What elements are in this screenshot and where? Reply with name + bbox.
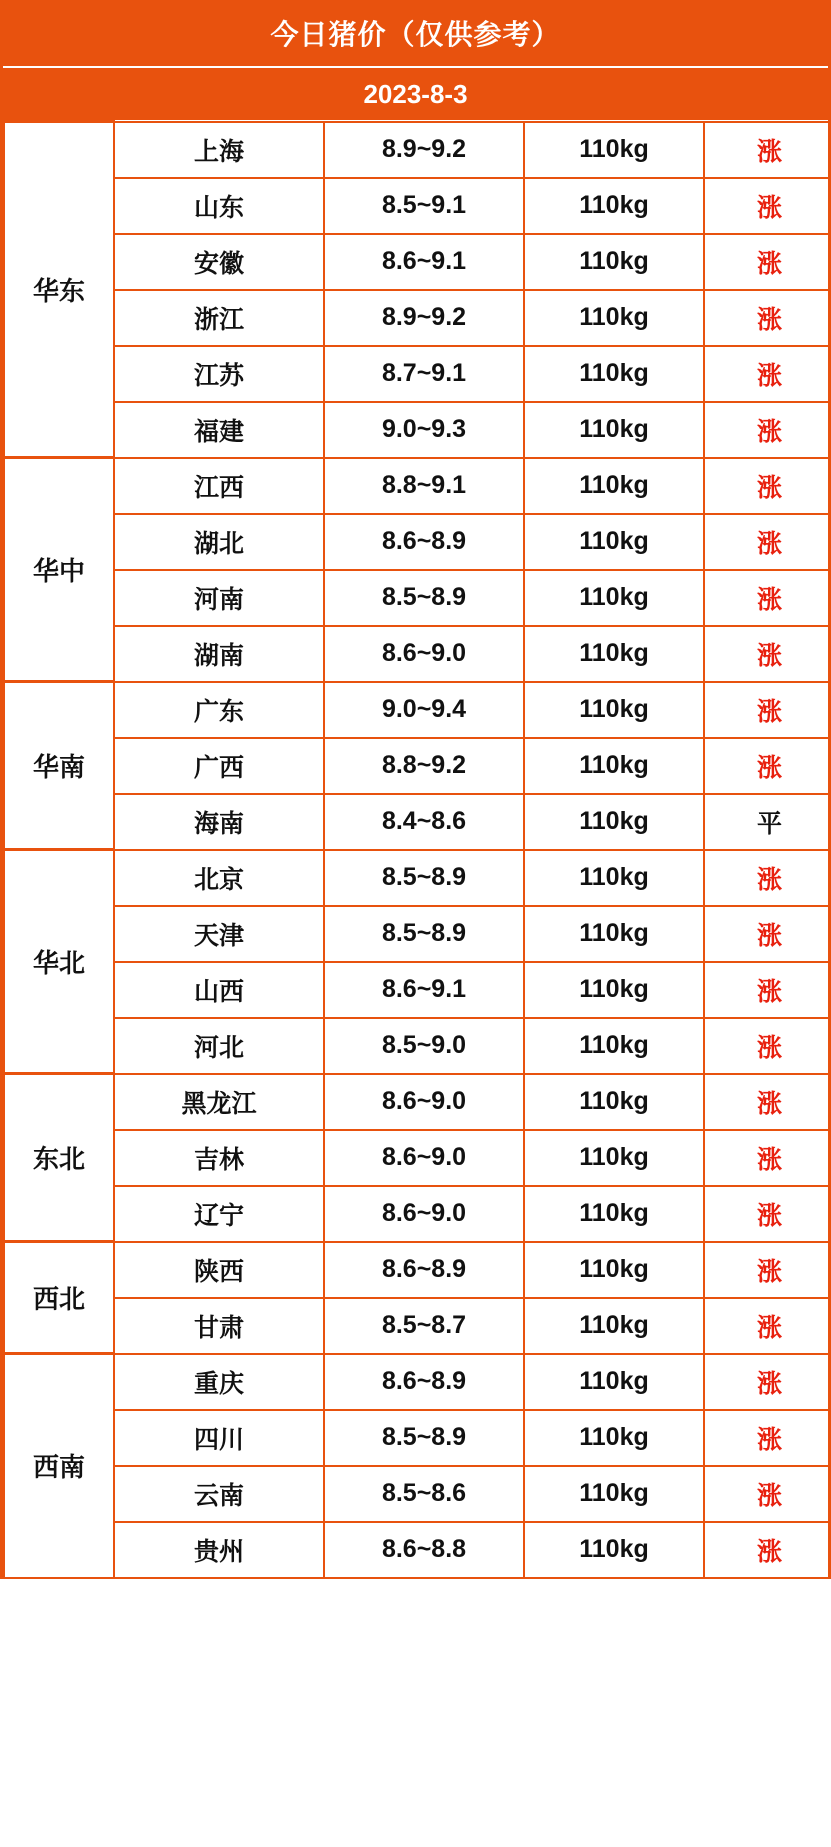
trend-cell: 涨 xyxy=(704,1186,831,1242)
province-cell: 贵州 xyxy=(114,1522,324,1578)
table-row xyxy=(4,738,831,794)
trend-cell: 涨 xyxy=(704,1522,831,1578)
price-cell: 8.5~8.7 xyxy=(324,1298,524,1354)
province-cell: 北京 xyxy=(114,850,324,906)
weight-cell: 110kg xyxy=(524,346,704,402)
weight-cell: 110kg xyxy=(524,458,704,514)
weight-cell: 110kg xyxy=(524,738,704,794)
price-cell: 8.5~8.9 xyxy=(324,906,524,962)
weight-cell: 110kg xyxy=(524,794,704,850)
weight-cell: 110kg xyxy=(524,1410,704,1466)
price-table-body xyxy=(4,122,831,1578)
weight-cell: 110kg xyxy=(524,1018,704,1074)
price-cell: 8.6~9.1 xyxy=(324,234,524,290)
table-row xyxy=(4,1466,831,1522)
trend-cell: 涨 xyxy=(704,962,831,1018)
trend-cell: 涨 xyxy=(704,1410,831,1466)
trend-cell: 涨 xyxy=(704,290,831,346)
weight-cell: 110kg xyxy=(524,1354,704,1410)
province-cell: 广东 xyxy=(114,682,324,738)
weight-cell: 110kg xyxy=(524,1242,704,1298)
province-cell: 黑龙江 xyxy=(114,1074,324,1130)
weight-cell: 110kg xyxy=(524,1522,704,1578)
trend-cell: 涨 xyxy=(704,626,831,682)
trend-cell: 涨 xyxy=(704,178,831,234)
trend-cell: 涨 xyxy=(704,514,831,570)
province-cell: 吉林 xyxy=(114,1130,324,1186)
table-row xyxy=(4,1410,831,1466)
price-cell: 8.5~8.9 xyxy=(324,850,524,906)
province-cell: 四川 xyxy=(114,1410,324,1466)
table-row xyxy=(4,122,831,178)
price-cell: 8.5~8.6 xyxy=(324,1466,524,1522)
province-cell: 江苏 xyxy=(114,346,324,402)
region-cell: 华东 xyxy=(4,122,114,458)
weight-cell: 110kg xyxy=(524,1074,704,1130)
table-row xyxy=(4,178,831,234)
region-cell: 华北 xyxy=(4,850,114,1074)
trend-cell: 涨 xyxy=(704,570,831,626)
table-row xyxy=(4,1522,831,1578)
province-cell: 广西 xyxy=(114,738,324,794)
table-row xyxy=(4,1130,831,1186)
price-cell: 9.0~9.3 xyxy=(324,402,524,458)
province-cell: 甘肃 xyxy=(114,1298,324,1354)
weight-cell: 110kg xyxy=(524,234,704,290)
trend-cell: 涨 xyxy=(704,738,831,794)
price-cell: 8.6~9.0 xyxy=(324,1186,524,1242)
weight-cell: 110kg xyxy=(524,570,704,626)
province-cell: 福建 xyxy=(114,402,324,458)
table-row xyxy=(4,1298,831,1354)
province-cell: 浙江 xyxy=(114,290,324,346)
region-cell: 西南 xyxy=(4,1354,114,1578)
price-cell: 8.6~9.0 xyxy=(324,1130,524,1186)
price-table xyxy=(3,120,831,1579)
table-row xyxy=(4,794,831,850)
price-cell: 8.4~8.6 xyxy=(324,794,524,850)
price-cell: 8.6~9.1 xyxy=(324,962,524,1018)
trend-cell: 涨 xyxy=(704,402,831,458)
table-row xyxy=(4,1018,831,1074)
province-cell: 天津 xyxy=(114,906,324,962)
weight-cell: 110kg xyxy=(524,122,704,178)
region-cell: 西北 xyxy=(4,1242,114,1354)
price-cell: 8.6~8.9 xyxy=(324,514,524,570)
price-cell: 9.0~9.4 xyxy=(324,682,524,738)
weight-cell: 110kg xyxy=(524,1298,704,1354)
weight-cell: 110kg xyxy=(524,850,704,906)
weight-cell: 110kg xyxy=(524,682,704,738)
price-cell: 8.8~9.2 xyxy=(324,738,524,794)
trend-cell: 涨 xyxy=(704,1466,831,1522)
table-row xyxy=(4,1354,831,1410)
province-cell: 山东 xyxy=(114,178,324,234)
table-row xyxy=(4,346,831,402)
trend-cell: 涨 xyxy=(704,1354,831,1410)
price-cell: 8.9~9.2 xyxy=(324,290,524,346)
trend-cell: 涨 xyxy=(704,346,831,402)
table-row xyxy=(4,458,831,514)
region-cell: 华南 xyxy=(4,682,114,850)
date-label: 2023-8-3 xyxy=(3,66,828,120)
table-row xyxy=(4,514,831,570)
province-cell: 江西 xyxy=(114,458,324,514)
trend-cell: 涨 xyxy=(704,1074,831,1130)
price-cell: 8.5~9.1 xyxy=(324,178,524,234)
trend-cell: 涨 xyxy=(704,1018,831,1074)
price-cell: 8.9~9.2 xyxy=(324,122,524,178)
weight-cell: 110kg xyxy=(524,1466,704,1522)
province-cell: 河南 xyxy=(114,570,324,626)
weight-cell: 110kg xyxy=(524,178,704,234)
trend-cell: 涨 xyxy=(704,850,831,906)
price-cell: 8.8~9.1 xyxy=(324,458,524,514)
province-cell: 陕西 xyxy=(114,1242,324,1298)
trend-cell: 涨 xyxy=(704,1242,831,1298)
trend-cell: 涨 xyxy=(704,1130,831,1186)
table-row xyxy=(4,234,831,290)
trend-cell: 涨 xyxy=(704,682,831,738)
trend-cell: 涨 xyxy=(704,234,831,290)
table-row xyxy=(4,682,831,738)
province-cell: 湖南 xyxy=(114,626,324,682)
weight-cell: 110kg xyxy=(524,962,704,1018)
province-cell: 海南 xyxy=(114,794,324,850)
trend-cell: 涨 xyxy=(704,906,831,962)
table-row xyxy=(4,850,831,906)
table-row xyxy=(4,402,831,458)
weight-cell: 110kg xyxy=(524,290,704,346)
table-row xyxy=(4,1074,831,1130)
price-cell: 8.6~9.0 xyxy=(324,1074,524,1130)
price-cell: 8.6~9.0 xyxy=(324,626,524,682)
weight-cell: 110kg xyxy=(524,906,704,962)
trend-cell: 涨 xyxy=(704,458,831,514)
price-cell: 8.6~8.9 xyxy=(324,1354,524,1410)
province-cell: 山西 xyxy=(114,962,324,1018)
table-row xyxy=(4,906,831,962)
trend-cell: 涨 xyxy=(704,1298,831,1354)
table-row xyxy=(4,1186,831,1242)
weight-cell: 110kg xyxy=(524,1130,704,1186)
province-cell: 上海 xyxy=(114,122,324,178)
price-cell: 8.6~8.9 xyxy=(324,1242,524,1298)
province-cell: 湖北 xyxy=(114,514,324,570)
weight-cell: 110kg xyxy=(524,626,704,682)
region-cell: 东北 xyxy=(4,1074,114,1242)
table-row xyxy=(4,570,831,626)
province-cell: 辽宁 xyxy=(114,1186,324,1242)
region-cell: 华中 xyxy=(4,458,114,682)
province-cell: 云南 xyxy=(114,1466,324,1522)
weight-cell: 110kg xyxy=(524,514,704,570)
province-cell: 重庆 xyxy=(114,1354,324,1410)
province-cell: 河北 xyxy=(114,1018,324,1074)
weight-cell: 110kg xyxy=(524,1186,704,1242)
trend-cell: 平 xyxy=(704,794,831,850)
price-cell: 8.5~8.9 xyxy=(324,570,524,626)
price-cell: 8.6~8.8 xyxy=(324,1522,524,1578)
table-row xyxy=(4,1242,831,1298)
page-title: 今日猪价（仅供参考） xyxy=(3,0,828,66)
weight-cell: 110kg xyxy=(524,402,704,458)
table-row xyxy=(4,962,831,1018)
price-cell: 8.5~8.9 xyxy=(324,1410,524,1466)
table-row xyxy=(4,290,831,346)
price-cell: 8.7~9.1 xyxy=(324,346,524,402)
table-row xyxy=(4,626,831,682)
province-cell: 安徽 xyxy=(114,234,324,290)
price-cell: 8.5~9.0 xyxy=(324,1018,524,1074)
trend-cell: 涨 xyxy=(704,122,831,178)
